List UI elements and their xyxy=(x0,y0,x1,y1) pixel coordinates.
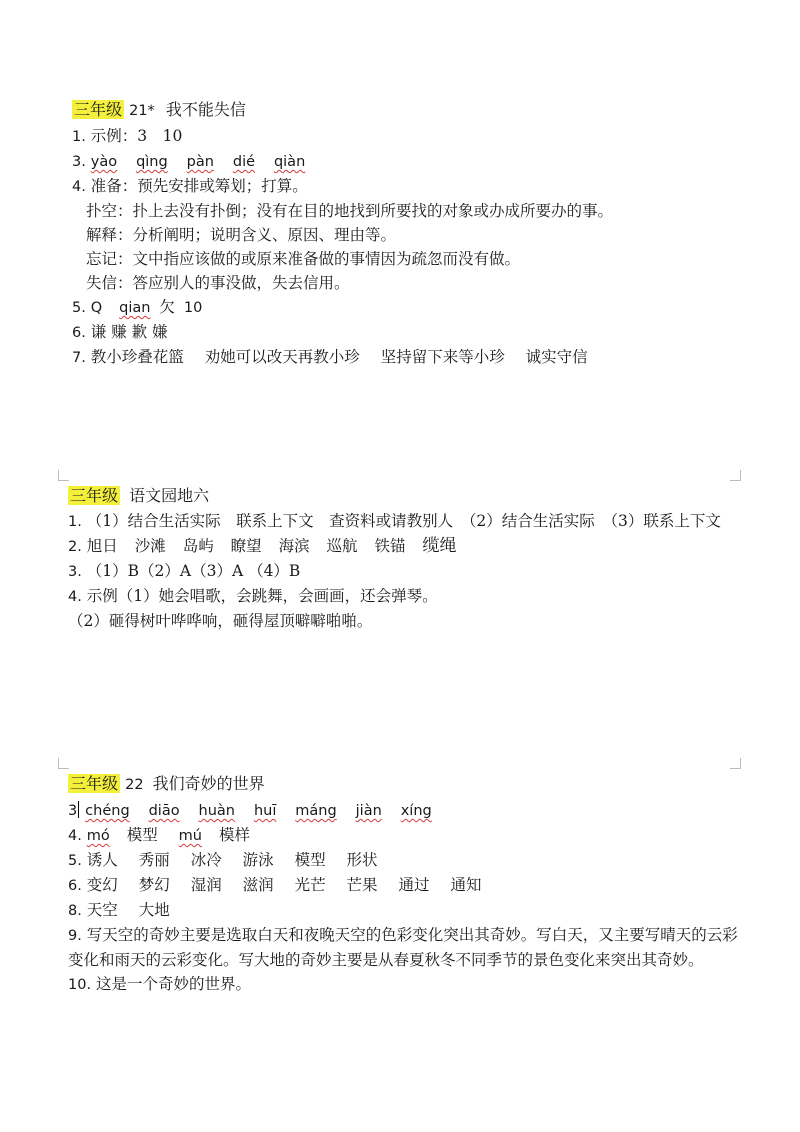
pinyin: dié xyxy=(232,154,256,170)
answer-text: （2）砸得树叶哗哗响，砸得屋顶噼噼啪啪。 xyxy=(68,612,373,630)
pinyin: mó xyxy=(86,828,110,844)
section-lesson-22 xyxy=(68,771,748,997)
answer-text: 示例：3 10 xyxy=(90,127,183,145)
answer-text: 岛屿 xyxy=(182,537,214,555)
section-heading xyxy=(68,771,748,798)
answer-line xyxy=(68,584,748,609)
answer-text: 诚实守信 xyxy=(525,348,588,366)
answer-line xyxy=(72,295,752,320)
pinyin: chéng xyxy=(85,803,130,819)
pinyin: pàn xyxy=(186,154,214,170)
lesson-number: 21* xyxy=(129,103,155,119)
answer-text: 铁锚 xyxy=(374,537,406,555)
item-number: 1. xyxy=(72,129,86,145)
answer-text: 光芒 xyxy=(294,876,326,894)
item-number: 7. xyxy=(72,350,86,366)
item-number: 3 xyxy=(68,803,78,819)
answer-text: 失信：答应别人的事没做，失去信用。 xyxy=(86,274,350,292)
text-cursor xyxy=(78,801,79,818)
answer-text: 示例（1）她会唱歌，会跳舞，会画画，还会弹琴。 xyxy=(86,587,438,605)
answer-text: 沙滩 xyxy=(134,537,166,555)
answer-text: 海滨 xyxy=(278,537,310,555)
pinyin: qìng xyxy=(136,154,168,170)
item-number: 2. xyxy=(68,539,82,555)
item-number: 8. xyxy=(68,903,82,919)
answer-line xyxy=(68,848,748,873)
section-yuwen-yuandi-6 xyxy=(68,483,748,633)
item-number: 4. xyxy=(72,179,86,195)
answer-line xyxy=(72,149,752,174)
answer-text: 劝她可以改天再教小珍 xyxy=(204,348,360,366)
answer-line xyxy=(68,559,748,584)
grade-highlight: 三年级 xyxy=(70,486,119,505)
answer-line xyxy=(68,873,748,898)
section-heading xyxy=(72,97,752,124)
answer-text: 谦 赚 歉 嫌 xyxy=(90,323,168,341)
pinyin: yào xyxy=(90,154,118,170)
item-number: 9. xyxy=(68,928,82,944)
section-lesson-21 xyxy=(72,97,752,370)
answer-text: 梦幻 xyxy=(138,876,170,894)
section-heading xyxy=(68,483,748,509)
answer-text: 游泳 xyxy=(242,851,274,869)
answer-text: 形状 xyxy=(346,851,378,869)
answer-text: 模型 xyxy=(126,826,158,844)
pinyin: máng xyxy=(295,803,337,819)
item-number: 5. xyxy=(72,300,86,316)
item-number: 3. xyxy=(72,154,86,170)
answer-text: 模型 xyxy=(294,851,326,869)
item-number: 5. xyxy=(68,853,82,869)
pinyin: qiàn xyxy=(273,154,306,170)
pinyin: mú xyxy=(178,828,202,844)
item-number: 4. xyxy=(68,828,82,844)
item-number: 1. xyxy=(68,514,82,530)
lesson-title: 我不能失信 xyxy=(165,100,246,119)
answer-line xyxy=(72,345,752,370)
answer-line xyxy=(68,923,738,972)
answer-text: 缆绳 xyxy=(422,536,457,556)
lesson-number: 22 xyxy=(125,777,144,793)
answer-text: 旭日 xyxy=(86,537,118,555)
page-corner-mark xyxy=(58,470,69,481)
answer-text: 天空 xyxy=(86,901,118,919)
answer-text: 冰冷 xyxy=(190,851,222,869)
answer-text: 模样 xyxy=(218,826,250,844)
page-corner-mark xyxy=(730,758,741,769)
page-corner-mark xyxy=(58,758,69,769)
answer-text: 滋润 xyxy=(242,876,274,894)
answer-text: 芒果 xyxy=(346,876,378,894)
answer-text: 巡航 xyxy=(326,537,358,555)
lesson-title: 语文园地六 xyxy=(129,486,210,505)
item-number: 10. xyxy=(68,977,92,993)
answer-text: 扑空：扑上去没有扑倒；没有在目的地找到所要找的对象或办成所要办的事。 xyxy=(86,202,614,220)
pinyin: jiàn xyxy=(355,803,382,819)
item-number: 6. xyxy=(72,325,86,341)
answer-line xyxy=(68,898,748,923)
answer-text: Q xyxy=(90,300,103,316)
answer-line xyxy=(72,320,752,345)
answer-text: 湿润 xyxy=(190,876,222,894)
item-number: 4. xyxy=(68,589,82,605)
item-number: 6. xyxy=(68,878,82,894)
answer-text: 坚持留下来等小珍 xyxy=(380,348,505,366)
answer-line xyxy=(72,124,752,149)
answer-text: 欠 xyxy=(159,298,175,316)
answer-text: 秀丽 xyxy=(138,851,170,869)
answer-line xyxy=(68,823,748,848)
grade-highlight: 三年级 xyxy=(70,774,119,793)
answer-line xyxy=(68,798,748,823)
answer-text: 通知 xyxy=(450,876,482,894)
answer-text: 解释：分析阐明；说明含义、原因、理由等。 xyxy=(86,226,397,244)
answer-text: 写天空的奇妙主要是选取白天和夜晚天空的色彩变化突出其奇妙。写白天，又主要写晴天的云彩变化和雨天的云彩变化。写大地的奇妙主要是从春夏秋冬不同季节的景色变化来突出其奇妙。 xyxy=(68,926,738,969)
answer-text: 准备：预先安排或筹划；打算。 xyxy=(90,177,308,195)
grade-highlight: 三年级 xyxy=(74,100,123,119)
answer-text: 这是一个奇妙的世界。 xyxy=(96,975,252,993)
answer-text: 忘记：文中指应该做的或原来准备做的事情因为疏忽而没有做。 xyxy=(86,250,521,268)
answer-line xyxy=(72,174,752,199)
answer-text: （1）B（2）A（3）A （4）B xyxy=(86,562,301,580)
pinyin: xíng xyxy=(400,803,432,819)
lesson-title: 我们奇妙的世界 xyxy=(152,774,265,793)
answer-text: 变幻 xyxy=(86,876,118,894)
answer-text: 教小珍叠花篮 xyxy=(90,348,184,366)
pinyin: diāo xyxy=(148,803,180,819)
answer-line xyxy=(68,972,748,997)
answer-line xyxy=(68,509,738,534)
pinyin: huī xyxy=(253,803,277,819)
item-number: 3. xyxy=(68,564,82,580)
answer-text: 诱人 xyxy=(86,851,118,869)
answer-text: 大地 xyxy=(138,901,170,919)
answer-line xyxy=(68,534,748,559)
answer-text: 瞭望 xyxy=(230,537,262,555)
answer-text: （1）结合生活实际 联系上下文 查资料或请教别人 （2）结合生活实际 （3）联系上下文 xyxy=(86,512,721,530)
page-corner-mark xyxy=(730,470,741,481)
pinyin: huàn xyxy=(198,803,235,819)
answer-text: 通过 xyxy=(398,876,430,894)
answer-text: 10 xyxy=(183,300,203,316)
pinyin: qian xyxy=(119,300,151,316)
